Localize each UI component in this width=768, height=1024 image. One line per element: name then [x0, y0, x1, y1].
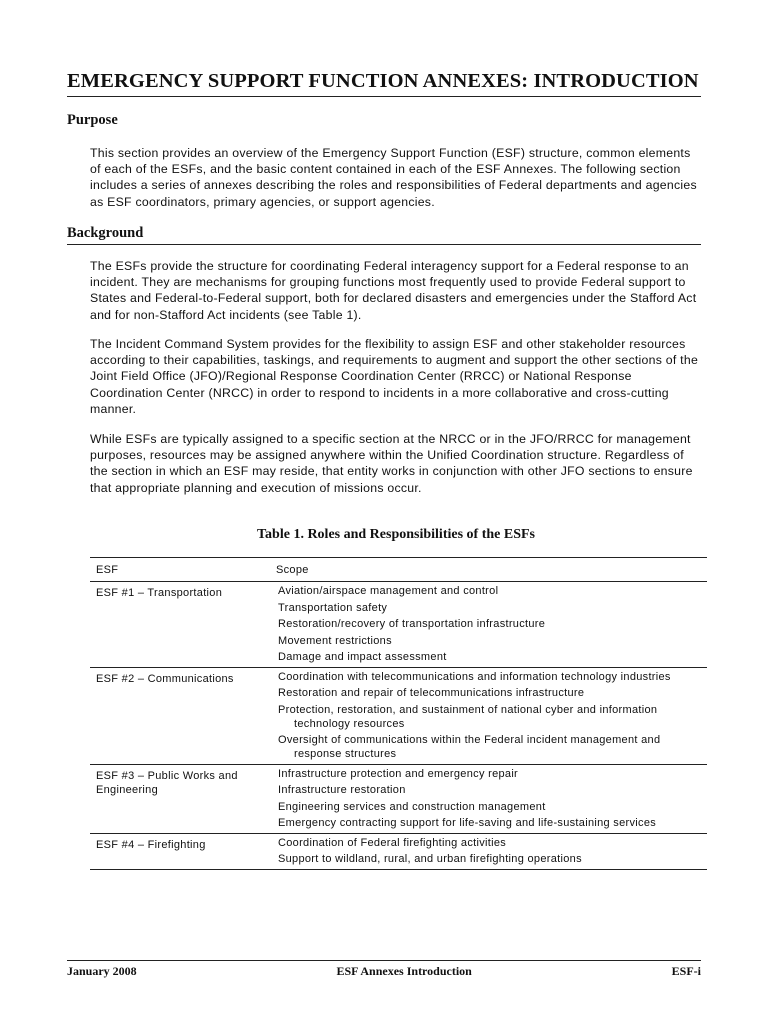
esf-name-cell: ESF #2 – Communications	[90, 667, 270, 764]
table-body	[90, 582, 707, 870]
scope-item: Protection, restoration, and sustainment of national cyber and information technology resources	[278, 703, 658, 730]
table-row	[90, 667, 707, 764]
purpose-paragraph: This section provides an overview of the Emergency Support Function (ESF) structure, common elements of each of the ESFs, and the basic content contained in each of the ESF Annexes. The following section includes a series of annexes describing the roles and responsibilities of Federal departments and agencies as ESF coordinators, primary agencies, or support agencies.	[90, 146, 697, 209]
background-paragraph-1: The ESFs provide the structure for coordinating Federal interagency support for a Federal response to an incident. They are mechanisms for grouping functions most frequently used to provide Federal support to States and Federal-to-Federal support, both for declared disasters and emergencies under the Stafford Act and for non-Stafford Act incidents (see Table 1).	[90, 259, 697, 322]
scope-item: Coordination of Federal firefighting activities	[278, 836, 507, 849]
scope-item: Restoration and repair of telecommunications infrastructure	[278, 687, 585, 699]
scope-item: Emergency contracting support for life-saving and life-sustaining services	[278, 817, 657, 829]
scope-item: Movement restrictions	[278, 634, 392, 647]
table-row	[90, 833, 707, 869]
scope-item: Transportation safety	[278, 601, 388, 614]
background-paragraph-2: The Incident Command System provides for the flexibility to assign ESF and other stakeholder resources according to their capabilities, taskings, and requirements to augment and support the other sections of the Joint Field Office (JFO)/Regional Response Coordination Center (RRCC) or National Response Coordination Center (NRCC) in order to respond to incidents in a more collaborative and cross-cutting manner.	[90, 337, 699, 416]
table-header-row	[90, 558, 707, 582]
scope-item: Engineering services and construction management	[278, 800, 546, 813]
page-footer	[67, 960, 701, 979]
table-row	[90, 764, 707, 833]
footer-page-number: ESF-i	[671, 964, 701, 978]
table-header-scope: Scope	[270, 558, 707, 582]
purpose-heading: Purpose	[67, 112, 118, 128]
page-title: EMERGENCY SUPPORT FUNCTION ANNEXES: INTRODUCTION	[67, 70, 701, 97]
scope-item: Aviation/airspace management and control	[278, 585, 499, 597]
scope-item: Oversight of communications within the Federal incident management and response structures	[278, 734, 661, 760]
esf-name-cell: ESF #4 – Firefighting	[90, 833, 270, 869]
esf-scope-cell	[270, 764, 707, 833]
table-header-esf: ESF	[90, 558, 270, 582]
table-row	[90, 582, 707, 668]
footer-title: ESF Annexes Introduction	[336, 964, 472, 978]
scope-item: Infrastructure protection and emergency repair	[278, 767, 519, 780]
esf-scope-cell	[270, 667, 707, 764]
esf-roles-table	[90, 557, 707, 870]
scope-item: Infrastructure restoration	[278, 784, 406, 796]
scope-item: Restoration/recovery of transportation infrastructure	[278, 618, 546, 630]
esf-scope-cell	[270, 582, 707, 668]
esf-name-cell: ESF #3 – Public Works and Engineering	[90, 764, 270, 833]
background-heading: Background	[67, 225, 701, 245]
esf-name-cell: ESF #1 – Transportation	[90, 582, 270, 668]
esf-scope-cell	[270, 833, 707, 869]
scope-item: Damage and impact assessment	[278, 651, 447, 663]
scope-item: Coordination with telecommunications and information technology industries	[278, 670, 671, 683]
background-paragraph-3: While ESFs are typically assigned to a specific section at the NRCC or in the JFO/RRCC for management purposes, resources may be assigned anywhere within the Unified Coordination structure. Regardless of the section in which an ESF may reside, that entity works in conjunction with other JFO sections to ensure that appropriate planning and execution of missions occur.	[90, 432, 693, 495]
footer-date: January 2008	[67, 964, 137, 978]
table-caption: Table 1. Roles and Responsibilities of the ESFs	[257, 527, 535, 542]
scope-item: Support to wildland, rural, and urban firefighting operations	[278, 853, 582, 865]
